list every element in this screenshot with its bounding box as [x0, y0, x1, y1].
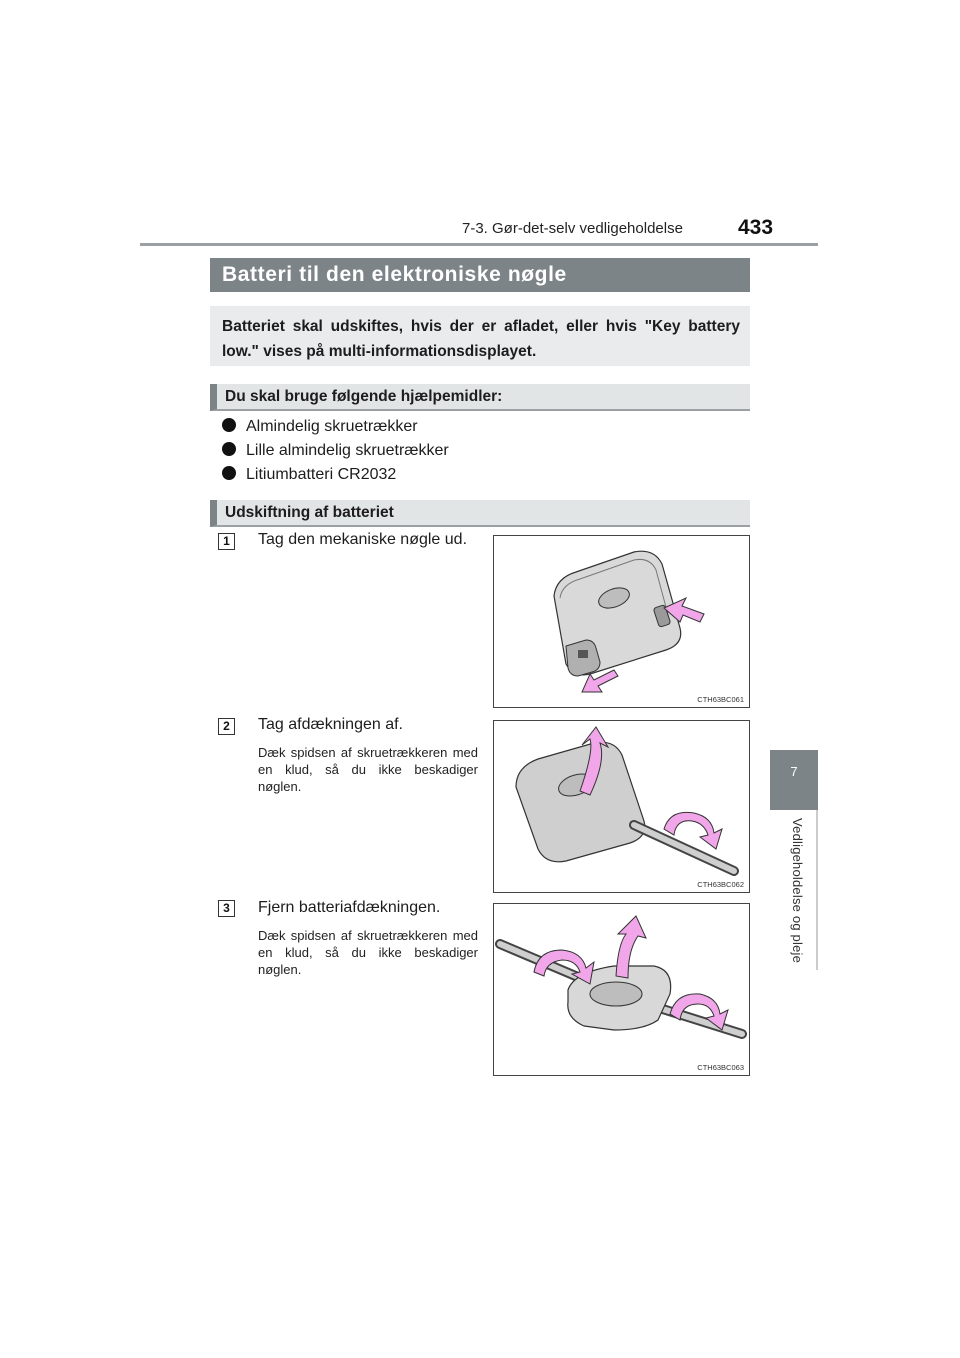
chapter-tab-line — [816, 810, 818, 970]
tool-item — [222, 466, 396, 484]
step-number: 2 — [218, 718, 235, 735]
page-title: Batteri til den elektroniske nøgle — [210, 258, 750, 292]
section-title: 7-3. Gør-det-selv vedligeholdelse — [462, 220, 683, 237]
tools-heading: Du skal bruge følgende hjælpemidler: — [210, 384, 750, 411]
bullet-icon — [222, 442, 236, 456]
replacement-heading: Udskiftning af batteriet — [210, 500, 750, 527]
chapter-number: 7 — [790, 764, 798, 779]
figure-remove-battery-cover — [493, 903, 750, 1076]
key-fob-illustration — [494, 536, 749, 707]
chapter-tab — [770, 750, 818, 810]
bullet-icon — [222, 466, 236, 480]
figure-code: CTH63BC061 — [697, 695, 744, 704]
step-number: 1 — [218, 533, 235, 550]
tool-item-label: Lille almindelig skruetrækker — [246, 442, 449, 459]
step-note: Dæk spidsen af skruetrækkeren med en klud, så du ikke beskadiger nøglen. — [258, 745, 478, 794]
page-number: 433 — [738, 216, 774, 239]
tool-item — [222, 442, 449, 460]
step-note: Dæk spidsen af skruetrækkeren med en klud, så du ikke beskadiger nøglen. — [258, 928, 478, 977]
header-rule — [140, 243, 818, 246]
tool-item-label: Litiumbatteri CR2032 — [246, 466, 397, 483]
step-title: Tag afdækningen af. — [258, 716, 403, 733]
battery-cover-illustration — [494, 904, 749, 1075]
intro-text: Batteriet skal udskiftes, hvis der er afladet, eller hvis "Key battery low." vises på multi-informationsdisplayet. — [210, 306, 750, 366]
step-number: 3 — [218, 900, 235, 917]
figure-code: CTH63BC063 — [697, 1063, 744, 1072]
tool-item — [222, 418, 418, 436]
step-title: Fjern batteriafdækningen. — [258, 899, 441, 916]
step-title: Tag den mekaniske nøgle ud. — [258, 531, 468, 548]
bullet-icon — [222, 418, 236, 432]
figure-code: CTH63BC062 — [697, 880, 744, 889]
tool-item-label: Almindelig skruetrækker — [246, 418, 418, 435]
figure-remove-cover — [493, 720, 750, 893]
figure-remove-mechanical-key — [493, 535, 750, 708]
chapter-title: Vedligeholdelse og pleje — [790, 818, 805, 964]
key-fob-screwdriver-illustration — [494, 721, 749, 892]
